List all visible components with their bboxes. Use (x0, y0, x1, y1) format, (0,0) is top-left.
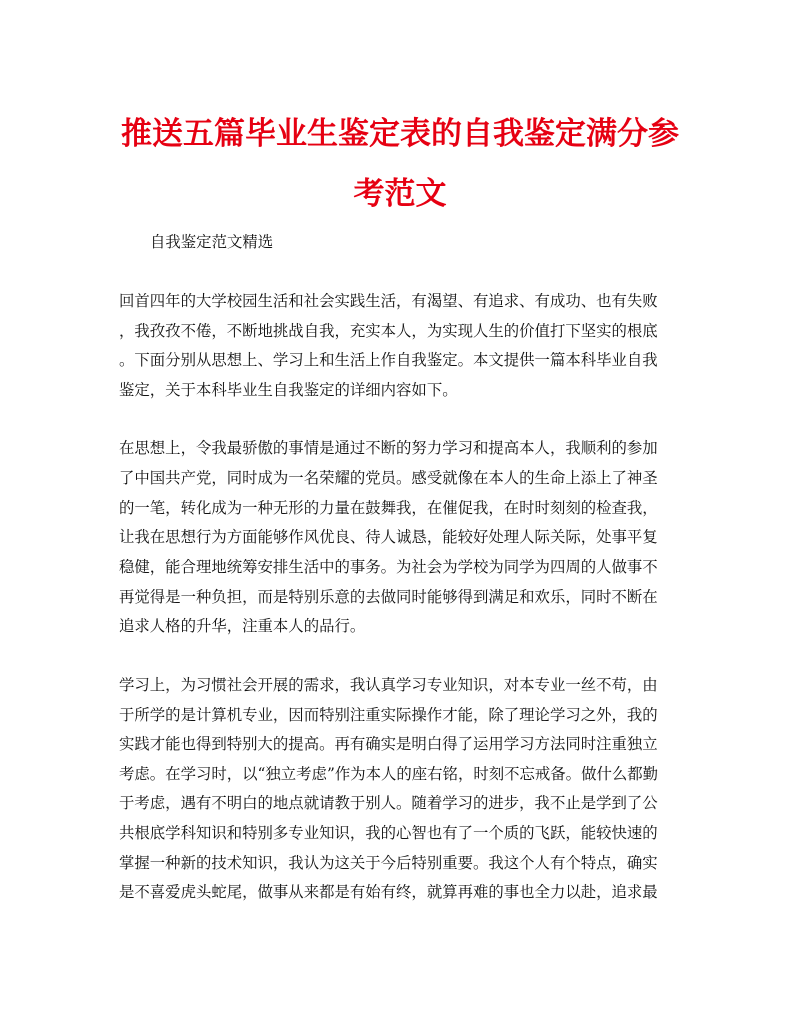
document-title-line-1: 推送五篇毕业生鉴定表的自我鉴定满分参 (121, 116, 679, 152)
paragraph-3-line-6: 共根底学科知识和特别多专业知识，我的心智也有了一个质的飞跃，能较快速的 (119, 824, 658, 842)
paragraph-2-line-2: 了中国共产党，同时成为一名荣耀的党员。感受就像在本人的生命上添上了神圣 (119, 469, 658, 487)
paragraph-1-line-3: 。下面分别从思想上、学习上和生活上作自我鉴定。本文提供一篇本科毕业自我 (119, 351, 658, 369)
paragraph-2-line-5: 稳健，能合理地统筹安排生活中的事务。为社会为学校为同学为四周的人做事不 (119, 558, 658, 576)
paragraph-2-line-7: 追求人格的升华，注重本人的品行。 (119, 617, 366, 635)
paragraph-1-line-4: 鉴定，关于本科毕业生自我鉴定的详细内容如下。 (119, 381, 458, 399)
paragraph-3-line-3: 实践才能也得到特别大的提高。再有确实是明白得了运用学习方法同时注重独立 (119, 735, 658, 753)
document-title-line-2: 考范文 (353, 176, 447, 212)
paragraph-3-line-2: 于所学的是计算机专业，因而特别注重实际操作才能，除了理论学习之外，我的 (119, 706, 658, 724)
paragraph-1-line-2: ，我孜孜不倦，不断地挑战自我，充实本人，为实现人生的价值打下坚实的根底 (119, 322, 658, 340)
paragraph-2-line-3: 的一笔，转化成为一种无形的力量在鼓舞我，在催促我，在时时刻刻的检查我， (119, 499, 658, 517)
paragraph-1-line-1: 回首四年的大学校园生活和社会实践生活，有渴望、有追求、有成功、也有失败 (119, 292, 658, 310)
paragraph-3-line-1: 学习上，为习惯社会开展的需求，我认真学习专业知识，对本专业一丝不苟，由 (119, 676, 658, 694)
paragraph-2-line-1: 在思想上，令我最骄傲的事情是通过不断的努力学习和提高本人，我顺利的参加 (119, 439, 658, 457)
paragraph-2-line-4: 让我在思想行为方面能够作风优良、待人诚恳，能较好处理人际关际，处事平复 (119, 528, 658, 546)
paragraph-3-line-4: 考虑。在学习时，以“独立考虑”作为本人的座右铭，时刻不忘戒备。做什么都勤 (119, 765, 659, 783)
paragraph-3-line-8: 是不喜爱虎头蛇尾，做事从来都是有始有终，就算再难的事也全力以赴，追求最 (119, 883, 658, 901)
paragraph-3-line-7: 掌握一种新的技术知识，我认为这关于今后特别重要。我这个人有个特点，确实 (119, 854, 658, 872)
document-subtitle: 自我鉴定范文精选 (150, 233, 274, 251)
paragraph-2-line-6: 再觉得是一种负担，而是特别乐意的去做同时能够得到满足和欢乐，同时不断在 (119, 588, 658, 606)
paragraph-3-line-5: 于考虑，遇有不明白的地点就请教于别人。随着学习的进步，我不止是学到了公 (119, 794, 658, 812)
